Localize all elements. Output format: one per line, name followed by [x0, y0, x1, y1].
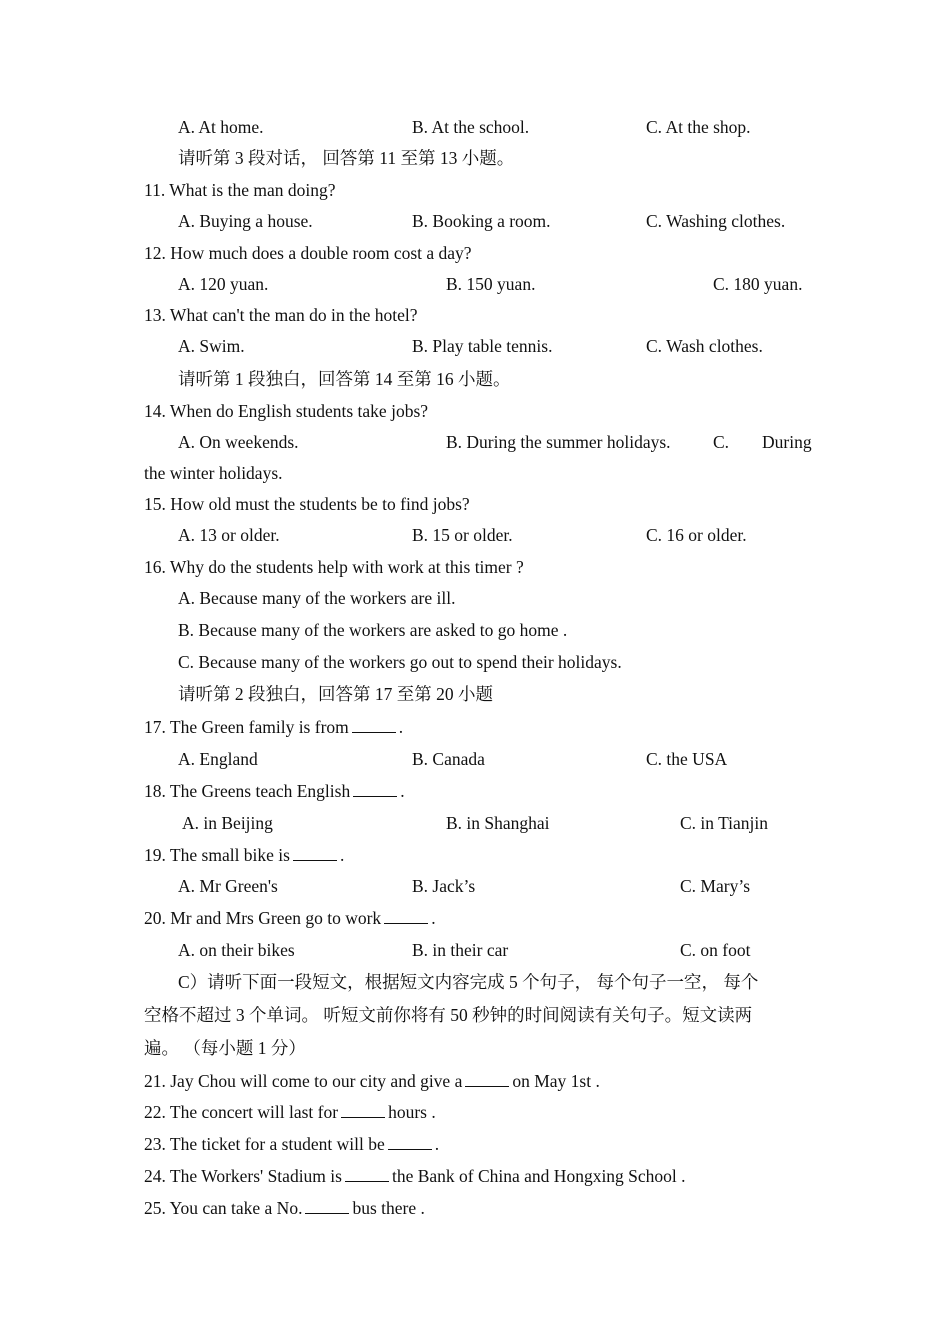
- q13-options: [144, 333, 806, 359]
- q12-options: [144, 271, 806, 297]
- q16-option-a: A. Because many of the workers are ill.: [178, 588, 456, 608]
- q12-option-b: B. 150 yuan.: [446, 274, 536, 294]
- q11-option-b: B. Booking a room.: [412, 211, 551, 231]
- answer-blank: [388, 1133, 432, 1150]
- q16-option-c-line: [144, 649, 806, 675]
- question-21: 21. Jay Chou will come to our city and give a on May 1st .: [144, 1071, 600, 1091]
- q19-option-b: B. Jack’s: [412, 876, 476, 896]
- q20-options: [144, 937, 806, 963]
- q10-options: [144, 114, 806, 140]
- q12-option-a: A. 120 yuan.: [178, 274, 269, 294]
- q10-option-a: A. At home.: [178, 117, 264, 137]
- q11-options: [144, 208, 806, 234]
- q19-option-a: A. Mr Green's: [178, 876, 278, 896]
- answer-blank: [305, 1197, 349, 1214]
- question-17: 17. The Green family is from .: [144, 717, 404, 737]
- q11-option-a: A. Buying a house.: [178, 211, 313, 231]
- section-c-instructions: C）请听下面一段短文，根据短文内容完成 5 个句子， 每个句子一空， 每个 空格不超过 3 个单词。 听短文前你将有 50 秒钟的时间阅读有关句子。短文读两 遍。 （每小题 1 分）: [144, 972, 759, 1058]
- answer-blank: [384, 907, 428, 924]
- q18-option-a: A. in Beijing: [182, 813, 273, 833]
- question-19: 19. The small bike is .: [144, 845, 345, 865]
- q13-option-a: A. Swim.: [178, 336, 245, 356]
- q18-options: [144, 810, 806, 836]
- q11-option-c: C. Washing clothes.: [646, 211, 786, 231]
- question-23: 23. The ticket for a student will be .: [144, 1134, 440, 1154]
- q16-option-b: B. Because many of the workers are asked to go home .: [178, 620, 568, 640]
- answer-blank: [293, 844, 337, 861]
- q19-option-c: C. Mary’s: [680, 876, 750, 896]
- q16-option-b-line: [144, 617, 806, 643]
- question-16: 16. Why do the students help with work at this timer ?: [144, 557, 524, 577]
- question-13: 13. What can't the man do in the hotel?: [144, 305, 418, 325]
- q15-option-a: A. 13 or older.: [178, 525, 280, 545]
- question-11: 11. What is the man doing?: [144, 180, 336, 200]
- q17-option-a: A. England: [178, 749, 258, 769]
- answer-blank: [352, 716, 396, 733]
- question-18: 18. The Greens teach English .: [144, 781, 405, 801]
- question-14: 14. When do English students take jobs?: [144, 401, 429, 421]
- q16-option-a-line: [144, 585, 806, 611]
- q15-option-c: C. 16 or older.: [646, 525, 747, 545]
- q14-option-a: A. On weekends.: [178, 432, 299, 452]
- q12-option-c: C. 180 yuan.: [713, 274, 803, 294]
- q14-option-b: B. During the summer holidays.: [446, 432, 671, 452]
- q20-option-a: A. on their bikes: [178, 940, 295, 960]
- q19-options: [144, 873, 806, 899]
- q20-option-b: B. in their car: [412, 940, 509, 960]
- q18-option-c: C. in Tianjin: [680, 813, 769, 833]
- answer-blank: [345, 1165, 389, 1182]
- q13-option-c: C. Wash clothes.: [646, 336, 763, 356]
- q18-option-b: B. in Shanghai: [446, 813, 550, 833]
- q13-option-b: B. Play table tennis.: [412, 336, 553, 356]
- q10-option-c: C. At the shop.: [646, 117, 751, 137]
- question-15: 15. How old must the students be to find jobs?: [144, 494, 470, 514]
- question-12: 12. How much does a double room cost a day?: [144, 243, 472, 263]
- answer-blank: [353, 780, 397, 797]
- q14-options: [144, 429, 812, 455]
- q14-option-c-word: During: [762, 432, 812, 452]
- q15-option-b: B. 15 or older.: [412, 525, 513, 545]
- q17-options: [144, 746, 806, 772]
- q16-option-c: C. Because many of the workers go out to spend their holidays.: [178, 652, 622, 672]
- monologue-1-instruction: 请听第 1 段独白，回答第 14 至第 16 小题。: [178, 369, 511, 389]
- answer-blank: [465, 1070, 509, 1087]
- q14-option-c-start: C.: [713, 432, 730, 452]
- q20-option-c: C. on foot: [680, 940, 751, 960]
- monologue-2-instruction: 请听第 2 段独白，回答第 17 至第 20 小题: [178, 684, 493, 704]
- q17-option-c: C. the USA: [646, 749, 728, 769]
- q14-option-c-continued: the winter holidays.: [144, 463, 283, 483]
- section-3-dialog-instruction: 请听第 3 段对话， 回答第 11 至第 13 小题。: [178, 148, 515, 168]
- answer-blank: [341, 1101, 385, 1118]
- q10-option-b: B. At the school.: [412, 117, 530, 137]
- question-22: 22. The concert will last for hours .: [144, 1102, 436, 1122]
- q17-option-b: B. Canada: [412, 749, 485, 769]
- question-24: 24. The Workers' Stadium is the Bank of China and Hongxing School .: [144, 1166, 686, 1186]
- question-20: 20. Mr and Mrs Green go to work .: [144, 908, 436, 928]
- question-25: 25. You can take a No. bus there .: [144, 1198, 425, 1218]
- q15-options: [144, 522, 806, 548]
